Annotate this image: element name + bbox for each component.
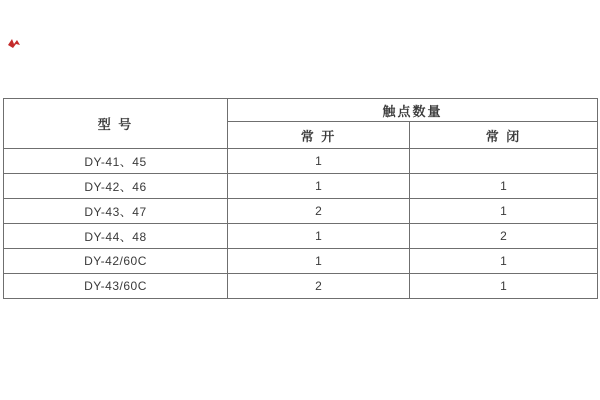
model-cell: DY-43、47	[4, 199, 228, 224]
table-row	[4, 274, 598, 299]
model-cell: DY-41、45	[4, 149, 228, 174]
normally-closed-cell: 1	[410, 249, 598, 274]
normally-open-cell: 2	[228, 274, 410, 299]
normally-open-header: 常 开	[228, 122, 410, 149]
table-row	[4, 174, 598, 199]
model-cell: DY-44、48	[4, 224, 228, 249]
normally-closed-cell: 1	[410, 174, 598, 199]
normally-open-cell: 1	[228, 149, 410, 174]
model-column-header: 型 号	[4, 99, 228, 149]
table-row	[4, 224, 598, 249]
red-logo-watermark-icon	[8, 37, 20, 49]
model-cell: DY-42、46	[4, 174, 228, 199]
contact-spec-table-container	[3, 98, 597, 299]
normally-open-cell: 1	[228, 249, 410, 274]
normally-closed-cell: 2	[410, 224, 598, 249]
table-row	[4, 249, 598, 274]
table-row	[4, 199, 598, 224]
normally-open-cell: 1	[228, 224, 410, 249]
model-cell: DY-42/60C	[4, 249, 228, 274]
header-row-top	[4, 99, 598, 122]
normally-closed-cell: 1	[410, 199, 598, 224]
red-logo-shape	[8, 38, 20, 50]
normally-open-cell: 1	[228, 174, 410, 199]
normally-open-cell: 2	[228, 199, 410, 224]
contact-quantity-header: 触点数量	[228, 99, 598, 122]
table-row	[4, 149, 598, 174]
normally-closed-cell: 1	[410, 274, 598, 299]
contact-quantity-table	[3, 98, 598, 299]
normally-closed-header: 常 闭	[410, 122, 598, 149]
normally-closed-cell	[410, 149, 598, 174]
model-cell: DY-43/60C	[4, 274, 228, 299]
